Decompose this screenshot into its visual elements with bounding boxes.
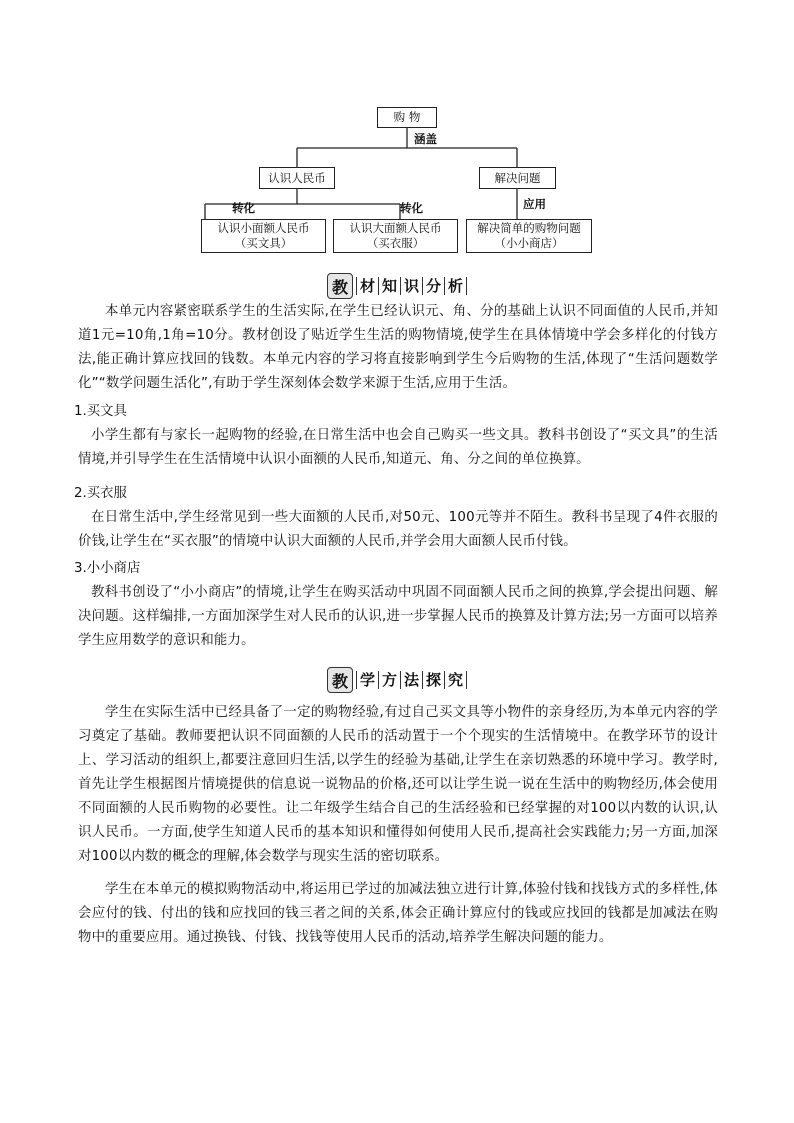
node-large-denomination [333,219,458,253]
label-transform-left: 转化 [232,201,255,215]
leaf1-line1: 认识小面额人民币 [217,221,310,235]
leaf2-line2: （买衣服） [366,236,425,250]
node-root-label: 购 物 [393,110,421,124]
leaf3-line2: （小小商店） [494,236,564,250]
node-shopping-problems [466,219,592,253]
section-badge: 教 [327,667,353,693]
section-title-char: 析 [445,277,467,295]
section-title-char: 方 [379,671,401,689]
section-title-char: 知 [379,277,401,295]
concept-diagram [0,0,794,260]
section-title [356,671,467,689]
leaf1-line2: （买文具） [234,236,293,250]
node-solve-problems-label: 解决问题 [494,170,541,185]
section-title [356,277,467,295]
section-title-char: 探 [423,671,445,689]
item-paragraph: 在日常生活中,学生经常见到一些大面额的人民币,对50元、100元等并不陌生。教科书呈现了4件衣服的价钱,让学生在“买衣服”的情境中认识大面额的人民币,并学会用大面额人民币付钱。 [78,510,718,549]
label-apply: 应用 [523,197,546,211]
leaf3-line1: 解决简单的购物问题 [477,221,581,235]
section-title-char: 材 [356,277,379,295]
node-small-denomination [201,219,326,253]
item-paragraph: 教科书创设了“小小商店”的情境,让学生在购买活动中巩固不同面额人民币之间的换算,学会提出问题、解决问题。这样编排,一方面加深学生对人民币的认识,进一步掌握人民币的换算及计算方法;另一方面可以培养学生应用数学的意识和能力。 [78,585,718,648]
method-paragraph: 学生在本单元的模拟购物活动中,将运用已学过的加减法独立进行计算,体验付钱和找钱方式的多样性,体会应付的钱、付出的钱和应找回的钱三者之间的关系,体会正确计算应付的钱或应找回的钱都是加减法在购物中的重要应用。通过换钱、付钱、找钱等使用人民币的活动,培养学生解决问题的能力。 [78,882,718,945]
node-root [377,107,437,128]
label-transform-right: 转化 [400,201,423,215]
leaf2-line1: 认识大面额人民币 [349,221,442,235]
section-heading-textbook-analysis [0,271,794,301]
method-paragraph: 学生在实际生活中已经具备了一定的购物经验,有过自己买文具等小物件的亲身经历,为本单元内容的学习奠定了基础。教师要把认识不同面额的人民币的活动置于一个个现实的生活情境中。在教学环节的设计上、学习活动的组织上,都要注意回归生活,以学生的经验为基础,让学生在亲切熟悉的环境中学习。教学时,首先让学生根据图片情境提供的信息说一说物品的价格,还可以让学生说一说在生活中的购物经历,体会使用不同面额的人民币购物的必要性。让二年级学生结合自己的生活经验和已经掌握的对100以内数的认识,认识人民币。一方面,使学生知道人民币的基本知识和懂得如何使用人民币,提高社会实践能力;另一方面,加深对100以内数的概念的理解,体会数学与现实生活的密切联系。 [78,705,718,864]
item-title: 3.小小商店 [74,561,141,576]
section-title-char: 学 [356,671,379,689]
section-title-char: 分 [423,277,445,295]
intro-paragraph: 本单元内容紧密联系学生的生活实际,在学生已经认识元、角、分的基础上认识不同面值的人民币,并知道1元=10角,1角=10分。教材创设了贴近学生生活的购物情境,使学生在具体情境中学会多样化的付钱方法,能正确计算应找回的钱数。本单元内容的学习将直接影响到学生今后购物的生活,体现了“生活问题数学化”“数学问题生活化”,有助于学生深刻体会数学来源于生活,应用于生活。 [78,304,718,391]
section-title-char: 识 [401,277,423,295]
section-badge: 教 [327,273,353,299]
section-heading-teaching-methods [0,665,794,695]
section-title-char: 究 [445,671,467,689]
section-title-char: 法 [401,671,423,689]
item-title: 2.买衣服 [74,486,127,501]
node-know-rmb [259,167,335,189]
label-covers: 涵盖 [414,132,437,146]
item-title: 1.买文具 [74,404,127,419]
item-paragraph: 小学生都有与家长一起购物的经验,在日常生活中也会自己购买一些文具。教科书创设了“买文具”的生活情境,并引导学生在生活情境中认识小面额的人民币,知道元、角、分之间的单位换算。 [78,428,718,467]
node-know-rmb-label: 认识人民币 [268,170,326,185]
node-solve-problems [479,167,556,189]
